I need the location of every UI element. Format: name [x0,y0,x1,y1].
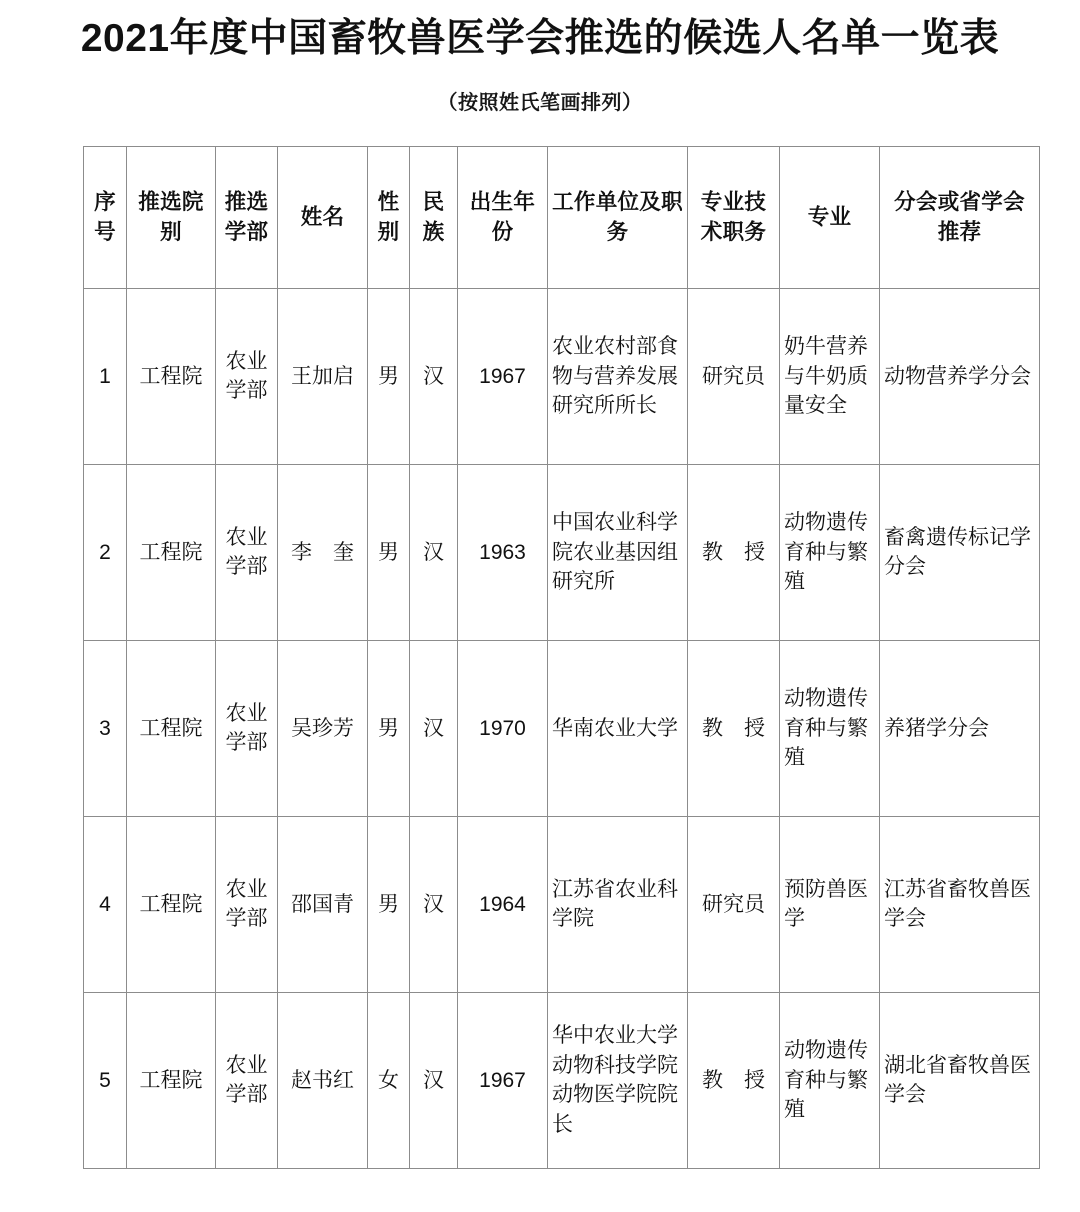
column-header-prof-title: 专业技术职务 [688,146,780,288]
column-header-gender: 性别 [368,146,410,288]
cell-branch: 江苏省畜牧兽医学会 [880,816,1040,992]
table-header [84,146,1040,288]
cell-birth-year: 1967 [458,288,548,464]
cell-birth-year: 1967 [458,992,548,1168]
cell-department: 农业学部 [216,992,278,1168]
column-header-major: 专业 [780,146,880,288]
column-header-department: 推选学部 [216,146,278,288]
cell-work-unit: 华南农业大学 [548,640,688,816]
cell-academy: 工程院 [127,816,216,992]
cell-name: 邵国青 [278,816,368,992]
cell-branch: 动物营养学分会 [880,288,1040,464]
cell-prof-title: 研究员 [688,816,780,992]
cell-gender: 男 [368,816,410,992]
cell-work-unit: 农业农村部食物与营养发展研究所所长 [548,288,688,464]
cell-birth-year: 1964 [458,816,548,992]
column-header-name: 姓名 [278,146,368,288]
cell-major: 动物遗传育种与繁殖 [780,640,880,816]
cell-department: 农业学部 [216,464,278,640]
cell-major: 动物遗传育种与繁殖 [780,464,880,640]
cell-academy: 工程院 [127,640,216,816]
cell-branch: 养猪学分会 [880,640,1040,816]
cell-gender: 男 [368,288,410,464]
cell-department: 农业学部 [216,640,278,816]
page-title: 2021年度中国畜牧兽医学会推选的候选人名单一览表 [80,17,1000,60]
column-header-academy: 推选院别 [127,146,216,288]
cell-birth-year: 1970 [458,640,548,816]
table-row [84,640,1040,816]
cell-academy: 工程院 [127,288,216,464]
cell-work-unit: 江苏省农业科学院 [548,816,688,992]
cell-gender: 女 [368,992,410,1168]
cell-prof-title: 教 授 [688,640,780,816]
cell-ethnicity: 汉 [410,640,458,816]
cell-birth-year: 1963 [458,464,548,640]
column-header-work-unit: 工作单位及职务 [548,146,688,288]
candidate-roster-table [83,146,1040,1169]
table-header-row [84,146,1040,288]
roster-table-container [0,146,1080,1169]
cell-work-unit: 华中农业大学动物科技学院动物医学院院长 [548,992,688,1168]
cell-name: 赵书红 [278,992,368,1168]
cell-academy: 工程院 [127,464,216,640]
cell-prof-title: 教 授 [688,464,780,640]
table-body [84,288,1040,1168]
table-row [84,464,1040,640]
cell-seq: 5 [84,992,127,1168]
cell-seq: 4 [84,816,127,992]
cell-major: 奶牛营养与牛奶质量安全 [780,288,880,464]
cell-name: 吴珍芳 [278,640,368,816]
column-header-seq: 序号 [84,146,127,288]
cell-academy: 工程院 [127,992,216,1168]
column-header-ethnicity: 民族 [410,146,458,288]
cell-seq: 3 [84,640,127,816]
cell-department: 农业学部 [216,816,278,992]
cell-major: 动物遗传育种与繁殖 [780,992,880,1168]
cell-ethnicity: 汉 [410,816,458,992]
cell-major: 预防兽医学 [780,816,880,992]
table-row [84,288,1040,464]
page-subtitle: （按照姓氏笔画排列） [437,91,643,114]
cell-gender: 男 [368,464,410,640]
cell-gender: 男 [368,640,410,816]
cell-prof-title: 研究员 [688,288,780,464]
cell-ethnicity: 汉 [410,288,458,464]
cell-ethnicity: 汉 [410,992,458,1168]
cell-work-unit: 中国农业科学院农业基因组研究所 [548,464,688,640]
cell-branch: 湖北省畜牧兽医学会 [880,992,1040,1168]
cell-prof-title: 教 授 [688,992,780,1168]
column-header-birth-year: 出生年份 [458,146,548,288]
cell-name: 李 奎 [278,464,368,640]
cell-seq: 2 [84,464,127,640]
cell-branch: 畜禽遗传标记学分会 [880,464,1040,640]
cell-seq: 1 [84,288,127,464]
table-row [84,816,1040,992]
cell-ethnicity: 汉 [410,464,458,640]
column-header-branch: 分会或省学会推荐 [880,146,1040,288]
cell-name: 王加启 [278,288,368,464]
cell-department: 农业学部 [216,288,278,464]
table-row [84,992,1040,1168]
